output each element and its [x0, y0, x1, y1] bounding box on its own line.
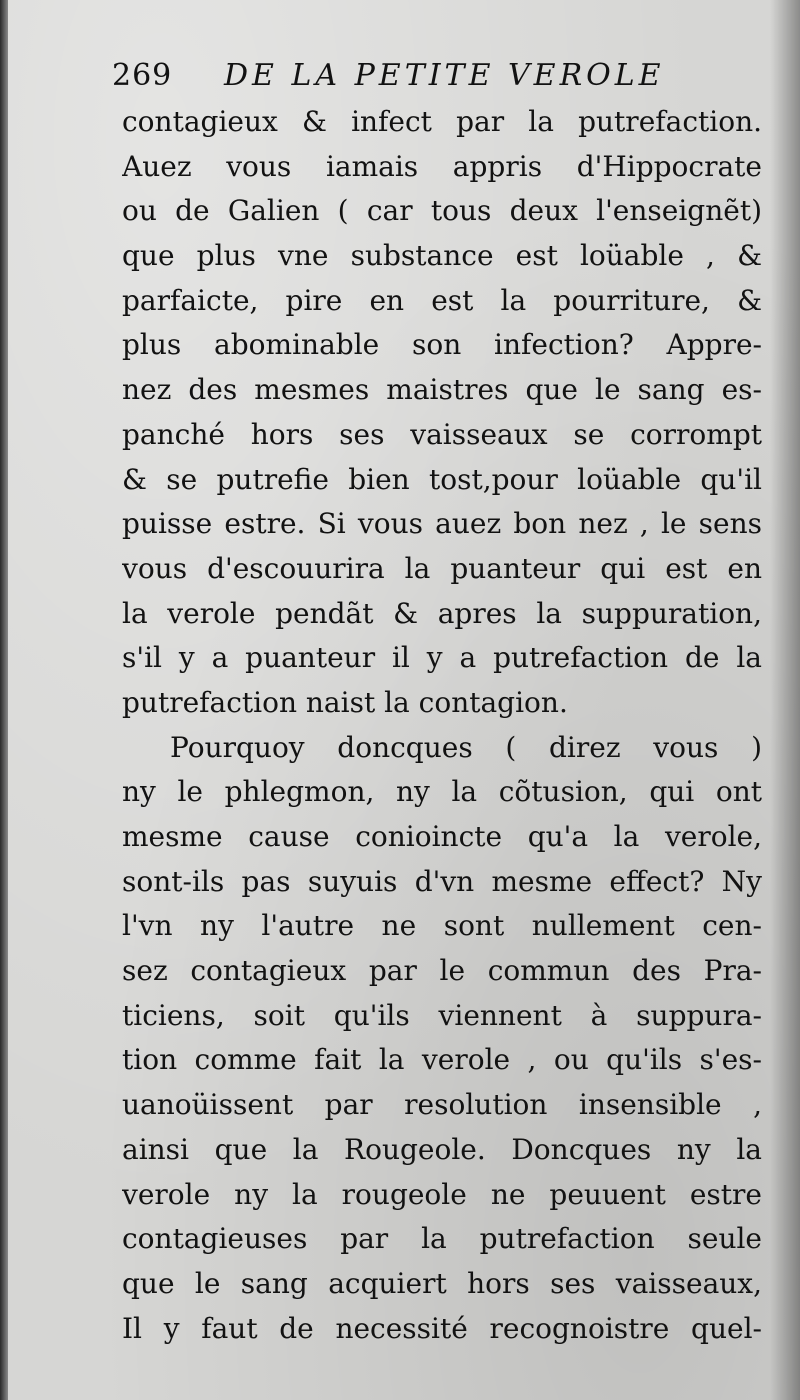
body-text — [122, 100, 762, 1351]
paragraph-start-line: Pourquoy doncques ( direz vous ) — [170, 730, 762, 764]
text-line: ny le phlegmon, ny la cõtusion, qui ont — [122, 775, 762, 809]
text-line: puisse estre. Si vous auez bon nez , le sens — [122, 507, 762, 541]
text-line: ou de Galien ( car tous deux l'enseignẽt) — [122, 194, 762, 228]
text-line: Auez vous iamais appris d'Hippocrate — [122, 149, 762, 183]
text-line: l'vn ny l'autre ne sont nullement cen- — [122, 909, 762, 943]
text-line: verole ny la rougeole ne peuuent estre — [122, 1177, 762, 1211]
text-line: plus abominable son infection? Appre- — [122, 328, 762, 362]
text-line: & se putrefie bien tost,pour loüable qu'il — [122, 462, 762, 496]
page-header — [112, 56, 732, 100]
text-line: s'il y a puanteur il y a putrefaction de la — [122, 641, 762, 675]
text-line: sont-ils pas suyuis d'vn mesme effect? Ny — [122, 864, 762, 898]
text-line: ticiens, soit qu'ils viennent à suppura- — [122, 998, 762, 1032]
page-edge-shadow — [770, 0, 800, 1400]
text-line: uanoüissent par resolution insensible , — [122, 1088, 762, 1122]
text-line: la verole pendãt & apres la suppuration, — [122, 596, 762, 630]
text-line: mesme cause conioincte qu'a la verole, — [122, 820, 762, 853]
text-line: contagieuses par la putrefaction seule — [122, 1222, 762, 1256]
running-title: DE LA PETITE VEROLE — [224, 58, 665, 93]
text-line: vous d'escouurira la puanteur qui est en — [122, 551, 762, 585]
paragraph-end-line: putrefaction naist la contagion. — [122, 685, 568, 719]
text-line: que plus vne substance est loüable , & — [122, 239, 762, 273]
text-line: panché hors ses vaisseaux se corrompt — [122, 417, 762, 451]
text-line: contagieux & infect par la putrefaction. — [122, 105, 762, 138]
text-line: sez contagieux par le commun des Pra- — [122, 954, 762, 988]
text-line: parfaicte, pire en est la pourriture, & — [122, 283, 762, 317]
page-number: 269 — [112, 58, 173, 93]
text-line: ainsi que la Rougeole. Doncques ny la — [122, 1132, 762, 1166]
text-line: nez des mesmes maistres que le sang es- — [122, 373, 762, 407]
page-gutter-shadow — [0, 0, 8, 1400]
text-line: que le sang acquiert hors ses vaisseaux, — [122, 1266, 762, 1300]
text-line: Il y faut de necessité recognoistre quel- — [122, 1311, 762, 1345]
text-line: tion comme fait la verole , ou qu'ils s'es- — [122, 1043, 762, 1077]
